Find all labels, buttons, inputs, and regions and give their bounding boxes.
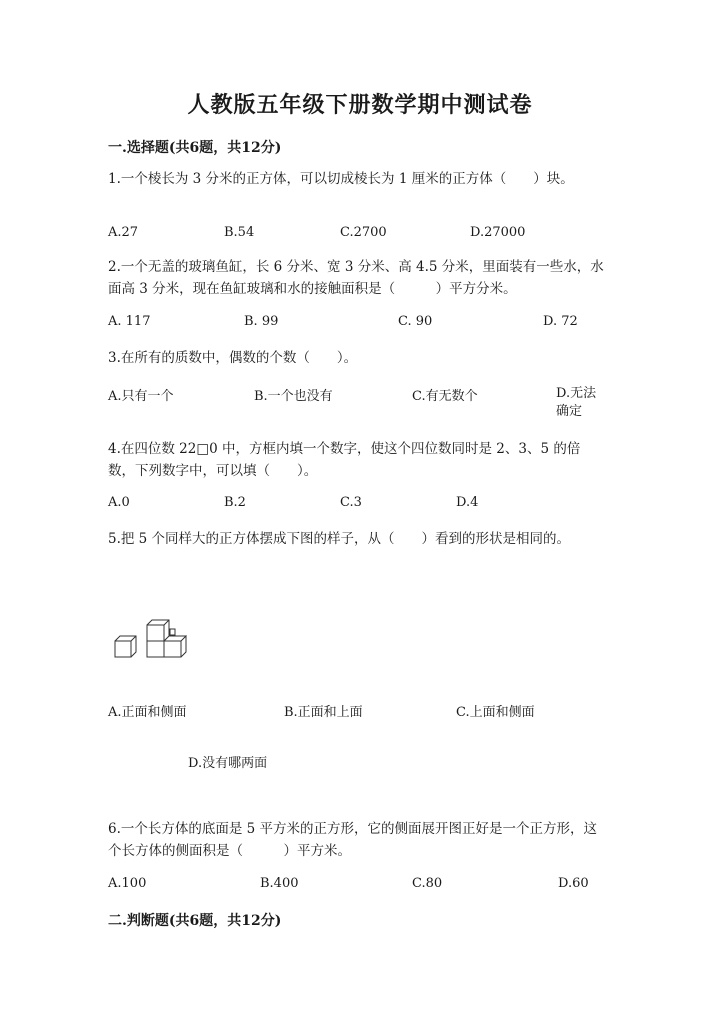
q3-option-b[interactable]: B.一个也没有 [254, 389, 333, 404]
q2-option-d[interactable]: D. 72 [543, 314, 578, 329]
q5-option-b[interactable]: B.正面和上面 [284, 705, 363, 720]
page-title: 人教版五年级下册数学期中测试卷 [187, 92, 533, 118]
stacked-cubes-figure [112, 617, 192, 661]
q5-option-c[interactable]: C.上面和侧面 [456, 705, 535, 720]
section-heading-judgement: 二.判断题(共6题，共12分) [108, 913, 282, 929]
q2-option-b[interactable]: B. 99 [244, 314, 279, 329]
q4-option-d[interactable]: D.4 [456, 495, 479, 510]
q1-option-c[interactable]: C.2700 [340, 225, 387, 240]
q1-option-d[interactable]: D.27000 [470, 225, 526, 240]
q1-option-a[interactable]: A.27 [108, 225, 139, 240]
q3-option-d[interactable]: D.无法确定 [556, 386, 597, 419]
question-1: 1.一个棱长为 3 分米的正方体，可以切成棱长为 1 厘米的正方体（ ）块。 [108, 171, 574, 187]
q3-option-c[interactable]: C.有无数个 [412, 389, 478, 404]
question-5: 5.把 5 个同样大的正方体摆成下图的样子，从（ ）看到的形状是相同的。 [108, 531, 571, 547]
q6-option-a[interactable]: A.100 [108, 876, 147, 891]
question-6: 6.一个长方体的底面是 5 平方米的正方形，它的侧面展开图正好是一个正方形，这个长方体的侧面积是（ ）平方米。 [108, 821, 598, 859]
question-3: 3.在所有的质数中，偶数的个数（ ）。 [108, 350, 358, 366]
q4-option-c[interactable]: C.3 [340, 495, 362, 510]
q2-option-a[interactable]: A. 117 [108, 314, 151, 329]
q3-option-a[interactable]: A.只有一个 [108, 389, 174, 404]
q5-option-a[interactable]: A.正面和侧面 [108, 705, 187, 720]
section-heading-choice: 一.选择题(共6题，共12分) [108, 140, 282, 156]
question-4: 4.在四位数 22□0 中，方框内填一个数字，使这个四位数同时是 2、3、5 的倍数，下列数字中，可以填（ ）。 [108, 441, 581, 479]
q6-option-c[interactable]: C.80 [412, 876, 443, 891]
q4-option-b[interactable]: B.2 [224, 495, 246, 510]
q6-option-d[interactable]: D.60 [558, 876, 589, 891]
q6-option-b[interactable]: B.400 [260, 876, 299, 891]
q2-option-c[interactable]: C. 90 [398, 314, 433, 329]
q4-option-a[interactable]: A.0 [108, 495, 130, 510]
question-2: 2.一个无盖的玻璃鱼缸，长 6 分米、宽 3 分米、高 4.5 分米，里面装有一些水，水面高 3 分米，现在鱼缸玻璃和水的接触面积是（ ）平方分米。 [108, 259, 604, 297]
q5-option-d[interactable]: D.没有哪两面 [188, 756, 268, 771]
q1-option-b[interactable]: B.54 [224, 225, 255, 240]
